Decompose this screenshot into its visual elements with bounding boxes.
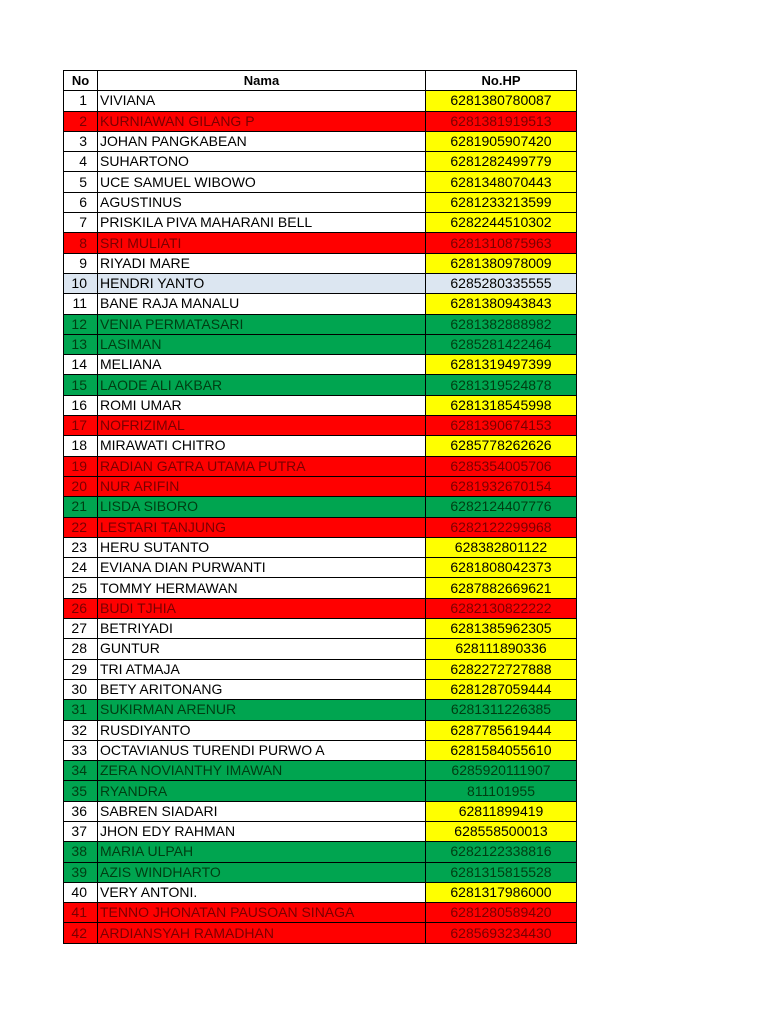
cell-nama[interactable]: SUHARTONO (98, 152, 426, 172)
table-row (64, 152, 577, 172)
cell-hp[interactable]: 6281348070443 (426, 172, 577, 192)
cell-nama[interactable]: LISDA SIBORO (98, 497, 426, 517)
cell-nama[interactable]: JOHAN PANGKABEAN (98, 131, 426, 151)
cell-hp[interactable]: 628382801122 (426, 537, 577, 557)
cell-nama[interactable]: RYANDRA (98, 781, 426, 801)
cell-no[interactable]: 22 (64, 517, 98, 537)
cell-nama[interactable]: MARIA ULPAH (98, 842, 426, 862)
cell-no[interactable]: 29 (64, 659, 98, 679)
cell-nama[interactable]: PRISKILA PIVA MAHARANI BELL (98, 213, 426, 233)
cell-no[interactable]: 3 (64, 131, 98, 151)
cell-hp[interactable]: 6281315815528 (426, 862, 577, 882)
table-row (64, 172, 577, 192)
cell-hp[interactable]: 6281808042373 (426, 558, 577, 578)
cell-no[interactable]: 26 (64, 598, 98, 618)
table-row (64, 659, 577, 679)
table-row (64, 314, 577, 334)
cell-hp[interactable]: 6281390674153 (426, 416, 577, 436)
table-row (64, 91, 577, 111)
cell-hp[interactable]: 6281287059444 (426, 679, 577, 699)
cell-nama[interactable]: RUSDIYANTO (98, 720, 426, 740)
table-row (64, 578, 577, 598)
cell-no[interactable]: 34 (64, 761, 98, 781)
cell-no[interactable]: 37 (64, 821, 98, 841)
table-row (64, 842, 577, 862)
cell-hp[interactable]: 6287785619444 (426, 720, 577, 740)
cell-nama[interactable]: ZERA NOVIANTHY IMAWAN (98, 761, 426, 781)
header-no[interactable]: No (64, 71, 98, 91)
table-row (64, 375, 577, 395)
cell-hp[interactable]: 628558500013 (426, 821, 577, 841)
cell-no[interactable]: 31 (64, 700, 98, 720)
cell-nama[interactable]: NOFRIZIMAL (98, 416, 426, 436)
cell-nama[interactable]: SUKIRMAN ARENUR (98, 700, 426, 720)
cell-nama[interactable]: BANE RAJA MANALU (98, 294, 426, 314)
cell-no[interactable]: 33 (64, 740, 98, 760)
cell-nama[interactable]: RIYADI MARE (98, 253, 426, 273)
cell-nama[interactable]: JHON EDY RAHMAN (98, 821, 426, 841)
cell-nama[interactable]: AGUSTINUS (98, 192, 426, 212)
cell-no[interactable]: 4 (64, 152, 98, 172)
table-row (64, 192, 577, 212)
cell-no[interactable]: 36 (64, 801, 98, 821)
cell-hp[interactable]: 6282244510302 (426, 213, 577, 233)
cell-nama[interactable]: ROMI UMAR (98, 395, 426, 415)
cell-hp[interactable]: 628111890336 (426, 639, 577, 659)
table-row (64, 761, 577, 781)
cell-hp[interactable]: 6285281422464 (426, 334, 577, 354)
cell-no[interactable]: 35 (64, 781, 98, 801)
cell-hp[interactable]: 6285280335555 (426, 273, 577, 293)
cell-hp[interactable]: 6281282499779 (426, 152, 577, 172)
cell-nama[interactable]: VERY ANTONI. (98, 882, 426, 902)
cell-hp[interactable]: 6281317986000 (426, 882, 577, 902)
cell-nama[interactable]: NUR ARIFIN (98, 476, 426, 496)
table-row (64, 476, 577, 496)
cell-no[interactable]: 21 (64, 497, 98, 517)
cell-nama[interactable]: MELIANA (98, 355, 426, 375)
cell-nama[interactable]: BETY ARITONANG (98, 679, 426, 699)
table-row (64, 233, 577, 253)
cell-no[interactable]: 2 (64, 111, 98, 131)
cell-no[interactable]: 30 (64, 679, 98, 699)
cell-nama[interactable]: MIRAWATI CHITRO (98, 436, 426, 456)
table-row (64, 436, 577, 456)
cell-nama[interactable]: OCTAVIANUS TURENDI PURWO A (98, 740, 426, 760)
cell-hp[interactable]: 6285920111907 (426, 761, 577, 781)
cell-hp[interactable]: 6281385962305 (426, 619, 577, 639)
cell-nama[interactable]: HERU SUTANTO (98, 537, 426, 557)
cell-no[interactable]: 8 (64, 233, 98, 253)
cell-hp[interactable]: 6281932670154 (426, 476, 577, 496)
cell-no[interactable]: 12 (64, 314, 98, 334)
cell-hp[interactable]: 6281319524878 (426, 375, 577, 395)
cell-hp[interactable]: 6281905907420 (426, 131, 577, 151)
table-row (64, 801, 577, 821)
cell-hp[interactable]: 6282122338816 (426, 842, 577, 862)
table-row (64, 720, 577, 740)
table-row (64, 821, 577, 841)
header-row (64, 71, 577, 91)
cell-no[interactable]: 16 (64, 395, 98, 415)
cell-nama[interactable]: LASIMAN (98, 334, 426, 354)
cell-no[interactable]: 38 (64, 842, 98, 862)
table-row (64, 111, 577, 131)
table-row (64, 395, 577, 415)
cell-hp[interactable]: 62811899419 (426, 801, 577, 821)
cell-no[interactable]: 25 (64, 578, 98, 598)
cell-nama[interactable]: BUDI TJHIA (98, 598, 426, 618)
cell-no[interactable]: 32 (64, 720, 98, 740)
cell-hp[interactable]: 6281319497399 (426, 355, 577, 375)
table-row (64, 882, 577, 902)
table-row (64, 456, 577, 476)
cell-no[interactable]: 13 (64, 334, 98, 354)
table-row (64, 537, 577, 557)
table-row (64, 517, 577, 537)
cell-nama[interactable]: ARDIANSYAH RAMADHAN (98, 923, 426, 943)
cell-nama[interactable]: TRI ATMAJA (98, 659, 426, 679)
table-row (64, 273, 577, 293)
cell-hp[interactable]: 6285693234430 (426, 923, 577, 943)
cell-no[interactable]: 27 (64, 619, 98, 639)
cell-no[interactable]: 6 (64, 192, 98, 212)
table-row (64, 131, 577, 151)
table-row (64, 558, 577, 578)
cell-hp[interactable]: 6281310875963 (426, 233, 577, 253)
table-row (64, 923, 577, 943)
table-row (64, 497, 577, 517)
table-row (64, 619, 577, 639)
cell-nama[interactable]: TENNO JHONATAN PAUSOAN SINAGA (98, 903, 426, 923)
table-row (64, 740, 577, 760)
cell-no[interactable]: 28 (64, 639, 98, 659)
cell-nama[interactable]: RADIAN GATRA UTAMA PUTRA (98, 456, 426, 476)
cell-hp[interactable]: 6282272727888 (426, 659, 577, 679)
header-hp[interactable]: No.HP (426, 71, 577, 91)
cell-hp[interactable]: 811101955 (426, 781, 577, 801)
cell-hp[interactable]: 6281380780087 (426, 91, 577, 111)
table-row (64, 294, 577, 314)
table-row (64, 700, 577, 720)
cell-no[interactable]: 20 (64, 476, 98, 496)
cell-nama[interactable]: SABREN SIADARI (98, 801, 426, 821)
cell-nama[interactable]: SRI MULIATI (98, 233, 426, 253)
cell-hp[interactable]: 6282122299968 (426, 517, 577, 537)
table-row (64, 355, 577, 375)
cell-nama[interactable]: EVIANA DIAN PURWANTI (98, 558, 426, 578)
cell-nama[interactable]: VENIA PERMATASARI (98, 314, 426, 334)
cell-hp[interactable]: 6281584055610 (426, 740, 577, 760)
cell-hp[interactable]: 6281318545998 (426, 395, 577, 415)
cell-hp[interactable]: 6281280589420 (426, 903, 577, 923)
cell-no[interactable]: 40 (64, 882, 98, 902)
cell-no[interactable]: 17 (64, 416, 98, 436)
cell-no[interactable]: 7 (64, 213, 98, 233)
table-row (64, 781, 577, 801)
cell-nama[interactable]: BETRIYADI (98, 619, 426, 639)
table-row (64, 416, 577, 436)
cell-hp[interactable]: 6281382888982 (426, 314, 577, 334)
table-row (64, 598, 577, 618)
cell-hp[interactable]: 6281233213599 (426, 192, 577, 212)
cell-nama[interactable]: KURNIAWAN GILANG P (98, 111, 426, 131)
cell-nama[interactable]: LESTARI TANJUNG (98, 517, 426, 537)
cell-hp[interactable]: 6285778262626 (426, 436, 577, 456)
cell-hp[interactable]: 6281380943843 (426, 294, 577, 314)
cell-no[interactable]: 23 (64, 537, 98, 557)
cell-no[interactable]: 15 (64, 375, 98, 395)
cell-no[interactable]: 5 (64, 172, 98, 192)
table-row (64, 903, 577, 923)
table-row (64, 639, 577, 659)
cell-no[interactable]: 41 (64, 903, 98, 923)
cell-no[interactable]: 24 (64, 558, 98, 578)
cell-nama[interactable]: VIVIANA (98, 91, 426, 111)
cell-nama[interactable]: GUNTUR (98, 639, 426, 659)
cell-no[interactable]: 10 (64, 273, 98, 293)
cell-hp[interactable]: 6281381919513 (426, 111, 577, 131)
header-nama[interactable]: Nama (98, 71, 426, 91)
cell-hp[interactable]: 6281311226385 (426, 700, 577, 720)
cell-no[interactable]: 11 (64, 294, 98, 314)
cell-no[interactable]: 1 (64, 91, 98, 111)
cell-no[interactable]: 19 (64, 456, 98, 476)
cell-no[interactable]: 18 (64, 436, 98, 456)
cell-nama[interactable]: UCE SAMUEL WIBOWO (98, 172, 426, 192)
cell-nama[interactable]: AZIS WINDHARTO (98, 862, 426, 882)
cell-no[interactable]: 9 (64, 253, 98, 273)
cell-no[interactable]: 14 (64, 355, 98, 375)
cell-nama[interactable]: LAODE ALI AKBAR (98, 375, 426, 395)
table-row (64, 253, 577, 273)
table-row (64, 334, 577, 354)
cell-hp[interactable]: 6281380978009 (426, 253, 577, 273)
cell-no[interactable]: 42 (64, 923, 98, 943)
contact-table (63, 70, 577, 944)
cell-hp[interactable]: 6285354005706 (426, 456, 577, 476)
cell-nama[interactable]: HENDRI YANTO (98, 273, 426, 293)
table-row (64, 213, 577, 233)
cell-hp[interactable]: 6287882669621 (426, 578, 577, 598)
cell-no[interactable]: 39 (64, 862, 98, 882)
table-row (64, 862, 577, 882)
cell-hp[interactable]: 6282130822222 (426, 598, 577, 618)
cell-hp[interactable]: 6282124407776 (426, 497, 577, 517)
table-row (64, 679, 577, 699)
cell-nama[interactable]: TOMMY HERMAWAN (98, 578, 426, 598)
